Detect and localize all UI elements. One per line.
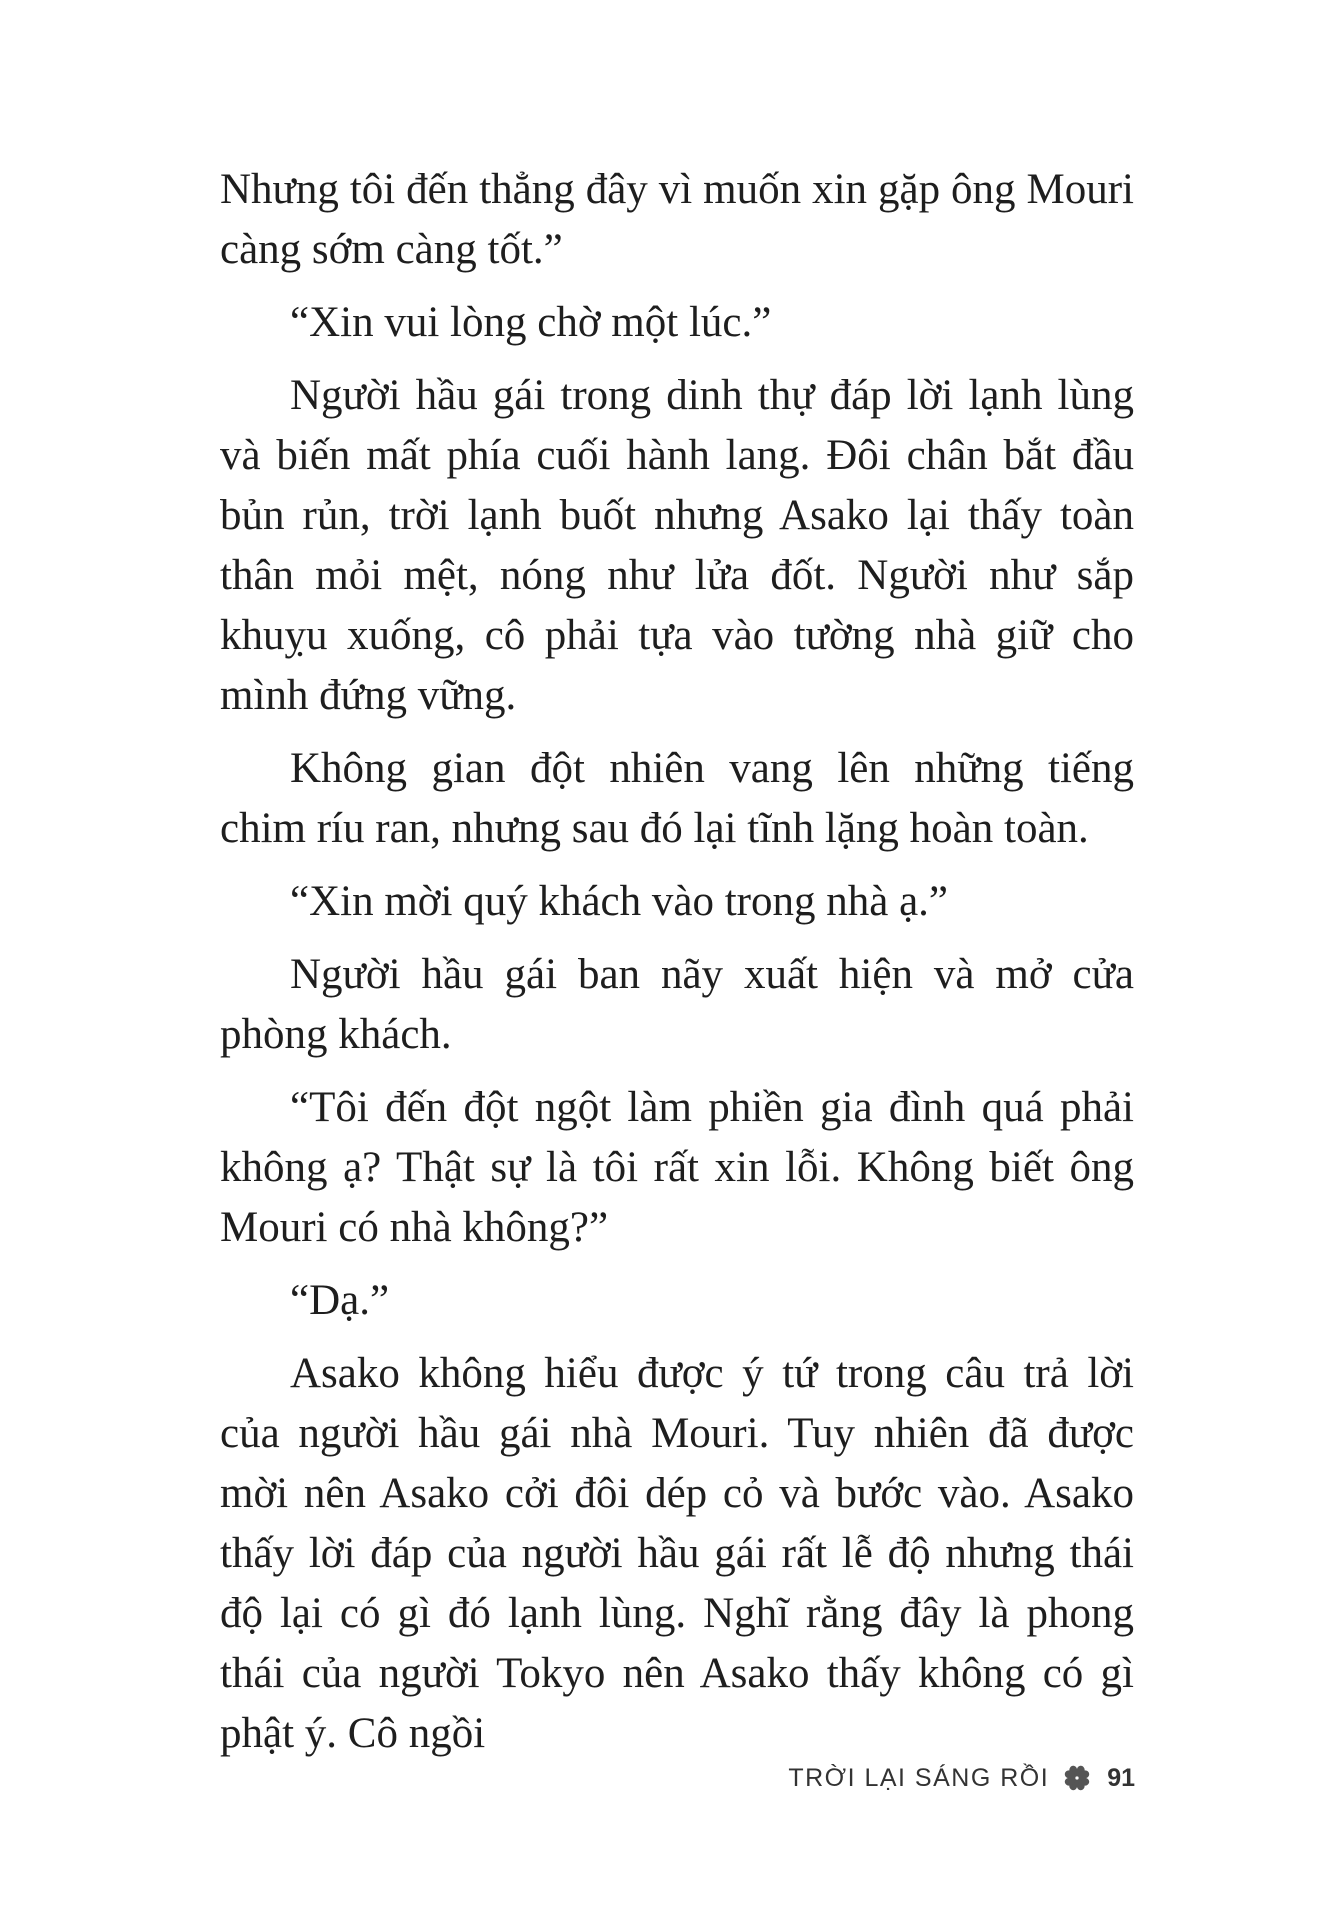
clover-icon bbox=[1059, 1760, 1095, 1796]
paragraph-8: “Dạ.” bbox=[290, 1277, 390, 1324]
paragraph-3: Người hầu gái trong dinh thự đáp lời lạnh lùng và biến mất phía cuối hành lang. Đôi chân bắt đầu bủn rủn, trời lạnh buốt nhưng Asako lại thấy toàn thân mỏi mệt, nóng như lửa đốt. Người như sắp khuỵu xuống, cô phải tựa vào tường nhà giữ cho mình đứng vững. bbox=[220, 372, 1134, 719]
paragraph-2: “Xin vui lòng chờ một lúc.” bbox=[290, 299, 772, 346]
paragraph-1: Nhưng tôi đến thẳng đây vì muốn xin gặp ông Mouri càng sớm càng tốt.” bbox=[220, 166, 1134, 273]
paragraph-7: “Tôi đến đột ngột làm phiền gia đình quá phải không ạ? Thật sự là tôi rất xin lỗi. Không biết ông Mouri có nhà không?” bbox=[220, 1084, 1134, 1251]
page-footer bbox=[788, 1758, 1135, 1798]
page-body bbox=[220, 160, 1134, 1777]
paragraph-6: Người hầu gái ban nãy xuất hiện và mở cửa phòng khách. bbox=[220, 951, 1134, 1058]
running-title: TRỜI LẠI SÁNG RỒI bbox=[788, 1763, 1050, 1792]
page-number: 91 bbox=[1107, 1763, 1135, 1792]
paragraph-9: Asako không hiểu được ý tứ trong câu trả lời của người hầu gái nhà Mouri. Tuy nhiên đã được mời nên Asako cởi đôi dép cỏ và bước vào. Asako thấy lời đáp của người hầu gái rất lễ độ nhưng thái độ lại có gì đó lạnh lùng. Nghĩ rằng đây là phong thái của người Tokyo nên Asako thấy không có gì phật ý. Cô ngồi bbox=[220, 1350, 1134, 1757]
paragraph-4: Không gian đột nhiên vang lên những tiếng chim ríu ran, nhưng sau đó lại tĩnh lặng hoàn toàn. bbox=[220, 745, 1134, 852]
paragraph-5: “Xin mời quý khách vào trong nhà ạ.” bbox=[290, 878, 948, 925]
